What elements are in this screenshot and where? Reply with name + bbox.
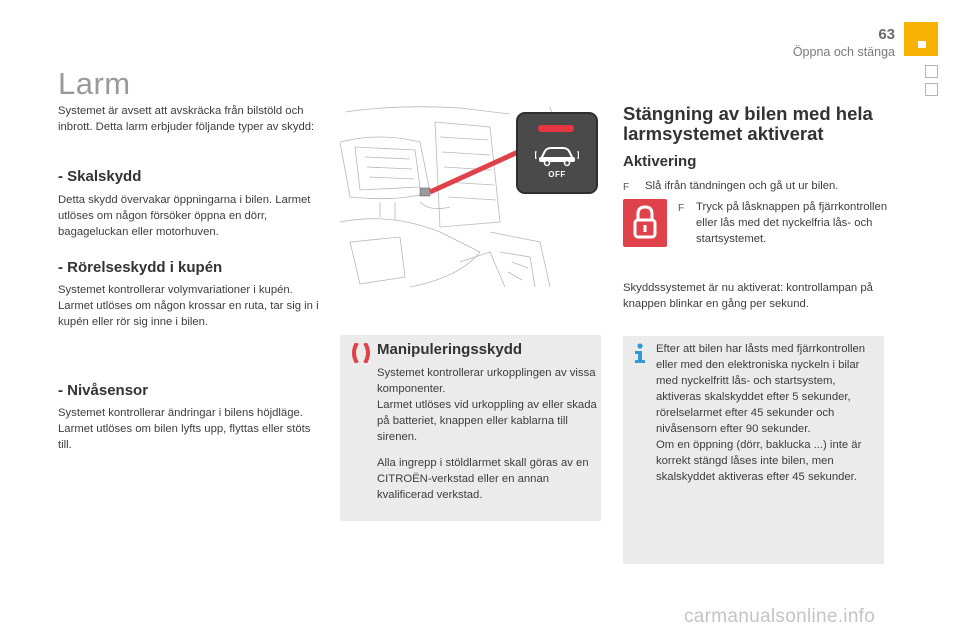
chapter-tab-2[interactable] (925, 65, 938, 78)
button-label: OFF (548, 170, 566, 179)
warning-box (340, 335, 601, 521)
warning-paragraph-1 (377, 365, 597, 445)
status-paragraph: Skyddssystemet är nu aktiverat: kontrollampan på knappen blinkar en gång per sekund. (623, 282, 873, 310)
chapter-tab-3[interactable] (925, 83, 938, 96)
step-2 (678, 199, 893, 249)
info-text (656, 341, 878, 485)
bullet-icon: F (623, 182, 630, 193)
text-nivasensor (58, 405, 320, 453)
intro-paragraph: Systemet är avsett att avskräcka från bilstöld och inbrott. Detta larm erbjuder följande typer av skydd: (58, 105, 315, 133)
indicator-led-icon (538, 125, 574, 132)
subheading-aktivering: Aktivering (623, 153, 697, 170)
text-line: Efter att bilen har låsts med fjärrkontrollen eller med den elektroniska nyckeln i bilar med nyckelfritt lås- och startsystem, aktiveras skalskyddet efter 5 sekunder, rörelselarmet efter 45 sekunder och nivåsensorn efter 90 sekunder. (656, 343, 866, 435)
warning-icon (350, 343, 372, 363)
text-rorelseskydd: Systemet kontrollerar volymvariationer i kupén. Larmet utlöses om någon krossar en ruta, tar sig in i kupén eller rör sig inne i bilen. (58, 284, 319, 328)
car-alarm-icon (535, 143, 579, 167)
page-number: 63 (878, 26, 895, 43)
warning-title: Manipuleringsskydd (377, 341, 523, 358)
step-1 (623, 178, 893, 194)
text-line: Systemet kontrollerar ändringar i bilens höjdläge. (58, 407, 303, 419)
text-line: Larmet utlöses om bilen lyfts upp, flyttas eller stöts till. (58, 423, 311, 451)
heading-nivasensor: - Nivåsensor (58, 382, 149, 399)
watermark: carmanualsonline.info (684, 606, 876, 627)
text-line: Systemet kontrollerar urkopplingen av vissa komponenter. (377, 367, 596, 395)
page-title: Larm (58, 66, 131, 101)
chapter-tab-active[interactable] (904, 22, 938, 56)
text-line: Om en öppning (dörr, baklucka ...) inte är korrekt stängd låses inte bilen, men skalskyddet aktiveras efter 45 sekunder. (656, 439, 862, 483)
alarm-off-button[interactable] (516, 112, 598, 194)
bullet-icon: F (678, 203, 685, 214)
step-text: Tryck på låsknappen på fjärrkontrollen eller lås med det nyckelfria lås- och startsystemet. (696, 201, 888, 245)
warning-paragraph-2: Alla ingrepp i stöldlarmet skall göras av en CITROËN-verkstad eller en annan kvalificerad verkstad. (377, 457, 589, 501)
tab-marker-icon (918, 41, 926, 48)
text-skalskydd: Detta skydd övervakar öppningarna i bilen. Larmet utlöses om någon försöker öppna en dörr, bagageluckan eller motorhuven. (58, 194, 311, 238)
info-box (623, 336, 884, 564)
step-text: Slå ifrån tändningen och gå ut ur bilen. (645, 180, 839, 192)
section-heading: Stängning av bilen med hela larmsystemet aktiverat (623, 103, 873, 144)
heading-skalskydd: - Skalskydd (58, 168, 142, 185)
heading-rorelseskydd: - Rörelseskydd i kupén (58, 259, 223, 276)
remote-lock-icon (623, 199, 667, 247)
text-line: Larmet utlöses vid urkoppling av eller skada på batteriet, knappen eller kablarna till sirenen. (377, 399, 597, 443)
info-icon (633, 343, 647, 363)
section-title: Öppna och stänga (792, 45, 895, 59)
